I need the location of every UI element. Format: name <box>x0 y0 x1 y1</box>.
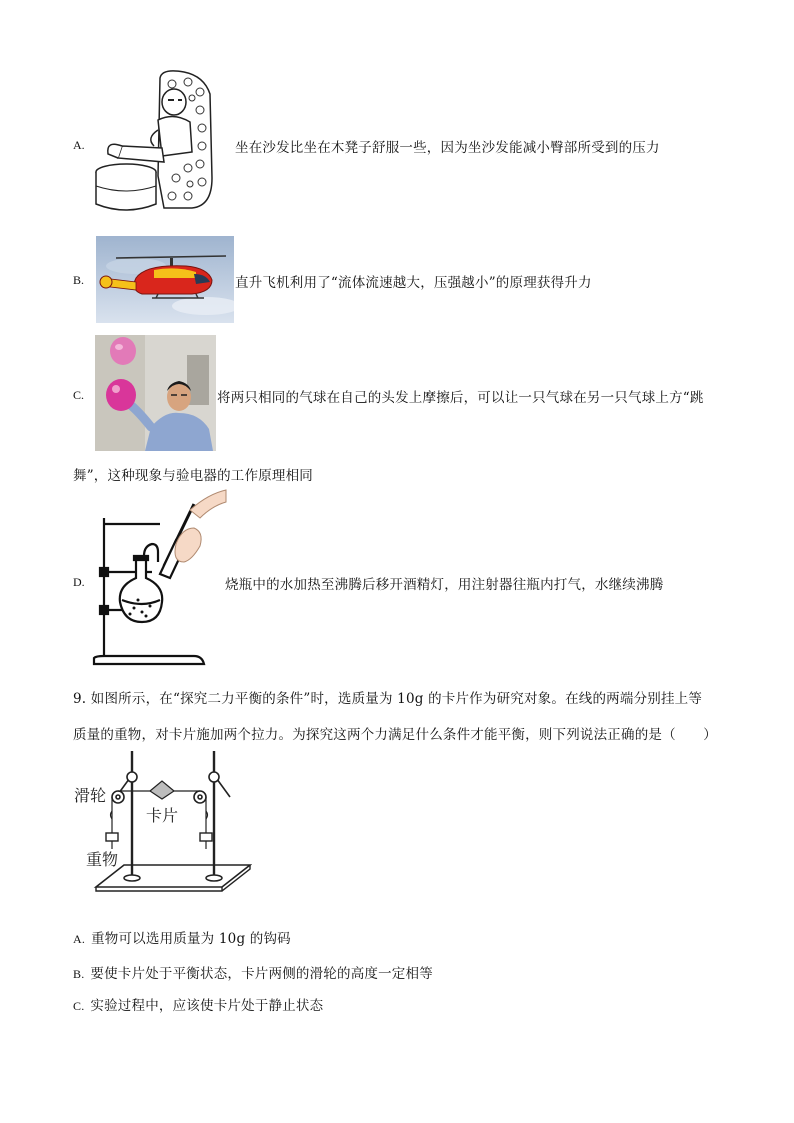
q9-option-c <box>73 994 323 1014</box>
sofa-person-icon <box>92 68 234 218</box>
q9-option-b <box>73 962 433 982</box>
option-c-letter: C. <box>73 388 85 402</box>
q9-option-a <box>73 927 291 947</box>
option-c-text-line1: 将两只相同的气球在自己的头发上摩擦后，可以让一只气球在另一只气球上方“跳 <box>217 390 704 406</box>
card-label: 卡片 <box>146 806 179 825</box>
option-b-text: 直升飞机利用了“流体流速越大，压强越小”的原理获得升力 <box>235 275 592 291</box>
option-a-letter: A. <box>73 138 85 152</box>
q9-option-b-letter: B. <box>73 967 85 981</box>
q9-option-b-text: 要使卡片处于平衡状态，卡片两侧的滑轮的高度一定相等 <box>90 966 433 982</box>
option-d-text: 烧瓶中的水加热至沸腾后移开酒精灯，用注射器往瓶内打气，水继续沸腾 <box>225 577 664 593</box>
option-a-text: 坐在沙发比坐在木凳子舒服一些，因为坐沙发能减小臀部所受到的压力 <box>235 140 660 156</box>
option-b-letter: B. <box>73 273 85 287</box>
weight-label: 重物 <box>86 850 119 869</box>
option-d-letter: D. <box>73 575 85 589</box>
pulley-label: 滑轮 <box>74 786 107 805</box>
option-c-text-line2: 舞”，这种现象与验电器的工作原理相同 <box>73 468 314 484</box>
question-9-line2: 质量的重物，对卡片施加两个拉力。为探究这两个力满足什么条件才能平衡，则下列说法正确的是（ ） <box>73 727 717 743</box>
q9-option-c-letter: C. <box>73 999 85 1013</box>
q9-option-c-text: 实验过程中，应该使卡片处于静止状态 <box>90 998 324 1014</box>
helicopter-photo-icon <box>96 236 234 323</box>
q9-option-a-text: 重物可以选用质量为 10g 的钩码 <box>91 931 291 947</box>
q9-option-a-letter: A. <box>73 932 86 946</box>
two-force-balance-figure <box>72 747 252 893</box>
flask-syringe-icon <box>90 488 230 670</box>
balloon-photo-icon <box>95 335 216 451</box>
question-9-line1: 9. 如图所示，在“探究二力平衡的条件”时，选质量为 10g 的卡片作为研究对象。在线的两端分别挂上等 <box>73 691 703 707</box>
